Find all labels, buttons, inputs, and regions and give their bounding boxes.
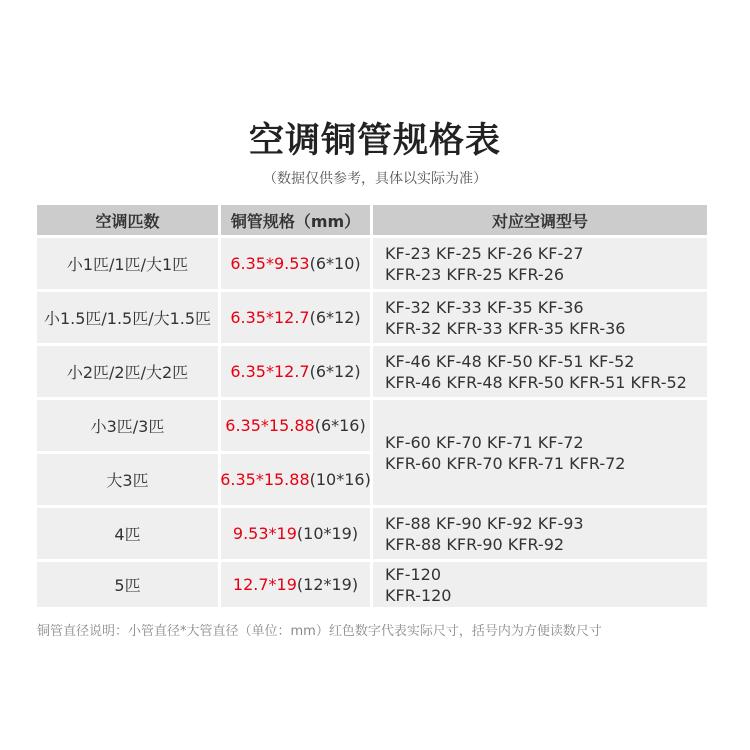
row-models bbox=[373, 400, 707, 505]
models-kfr: KFR-120 bbox=[385, 585, 452, 605]
footnote: 铜管直径说明：小管直径*大管直径（单位：mm）红色数字代表实际尺寸，括号内为方便读数尺寸 bbox=[37, 624, 602, 639]
models-kf: KF-120 bbox=[385, 564, 442, 584]
row-hp: 5匹 bbox=[37, 562, 218, 607]
models-kfr: KFR-46 KFR-48 KFR-50 KFR-51 KFR-52 bbox=[385, 372, 687, 392]
spec-readable: (6*12) bbox=[309, 362, 361, 381]
models-kfr: KFR-32 KFR-33 KFR-35 KFR-36 bbox=[385, 318, 626, 338]
models-kfr: KFR-88 KFR-90 KFR-92 bbox=[385, 534, 565, 554]
page-title: 空调铜管规格表 bbox=[248, 121, 501, 161]
spec-actual: 12.7*19 bbox=[232, 575, 297, 594]
spec-readable: (6*12) bbox=[309, 308, 361, 327]
spec-actual: 9.53*19 bbox=[232, 524, 297, 543]
header-hp: 空调匹数 bbox=[37, 205, 218, 235]
row-spec bbox=[221, 508, 370, 559]
row-spec bbox=[221, 454, 370, 505]
models-kf: KF-32 KF-33 KF-35 KF-36 bbox=[385, 297, 584, 317]
row-hp: 4匹 bbox=[37, 508, 218, 559]
page-subtitle: （数据仅供参考，具体以实际为准） bbox=[263, 171, 487, 187]
models-kfr: KFR-60 KFR-70 KFR-71 KFR-72 bbox=[385, 453, 626, 473]
header-spec: 铜管规格（mm） bbox=[221, 205, 370, 235]
row-spec bbox=[221, 292, 370, 343]
spec-readable: (10*16) bbox=[309, 470, 371, 489]
row-spec bbox=[221, 238, 370, 289]
row-spec bbox=[221, 346, 370, 397]
header-models: 对应空调型号 bbox=[373, 205, 707, 235]
row-hp: 小1.5匹/1.5匹/大1.5匹 bbox=[37, 292, 218, 343]
row-hp: 大3匹 bbox=[37, 454, 218, 505]
models-kf: KF-23 KF-25 KF-26 KF-27 bbox=[385, 243, 584, 263]
row-models bbox=[373, 508, 707, 559]
spec-readable: (10*19) bbox=[296, 524, 359, 543]
models-kfr: KFR-23 KFR-25 KFR-26 bbox=[385, 264, 565, 284]
spec-actual: 6.35*15.88 bbox=[220, 470, 310, 489]
spec-readable: (12*19) bbox=[296, 575, 359, 594]
spec-actual: 6.35*9.53 bbox=[230, 254, 310, 273]
row-models bbox=[373, 238, 707, 289]
models-kf: KF-60 KF-70 KF-71 KF-72 bbox=[385, 432, 584, 452]
row-hp: 小3匹/3匹 bbox=[37, 400, 218, 451]
spec-actual: 6.35*12.7 bbox=[230, 308, 310, 327]
row-models bbox=[373, 292, 707, 343]
models-kf: KF-88 KF-90 KF-92 KF-93 bbox=[385, 513, 584, 533]
spec-readable: (6*16) bbox=[314, 416, 366, 435]
row-hp: 小1匹/1匹/大1匹 bbox=[37, 238, 218, 289]
spec-actual: 6.35*15.88 bbox=[225, 416, 315, 435]
spec-actual: 6.35*12.7 bbox=[230, 362, 310, 381]
spec-readable: (6*10) bbox=[309, 254, 361, 273]
row-spec bbox=[221, 400, 370, 451]
row-models bbox=[373, 562, 707, 607]
row-hp: 小2匹/2匹/大2匹 bbox=[37, 346, 218, 397]
row-models bbox=[373, 346, 707, 397]
models-kf: KF-46 KF-48 KF-50 KF-51 KF-52 bbox=[385, 351, 635, 371]
row-spec bbox=[221, 562, 370, 607]
